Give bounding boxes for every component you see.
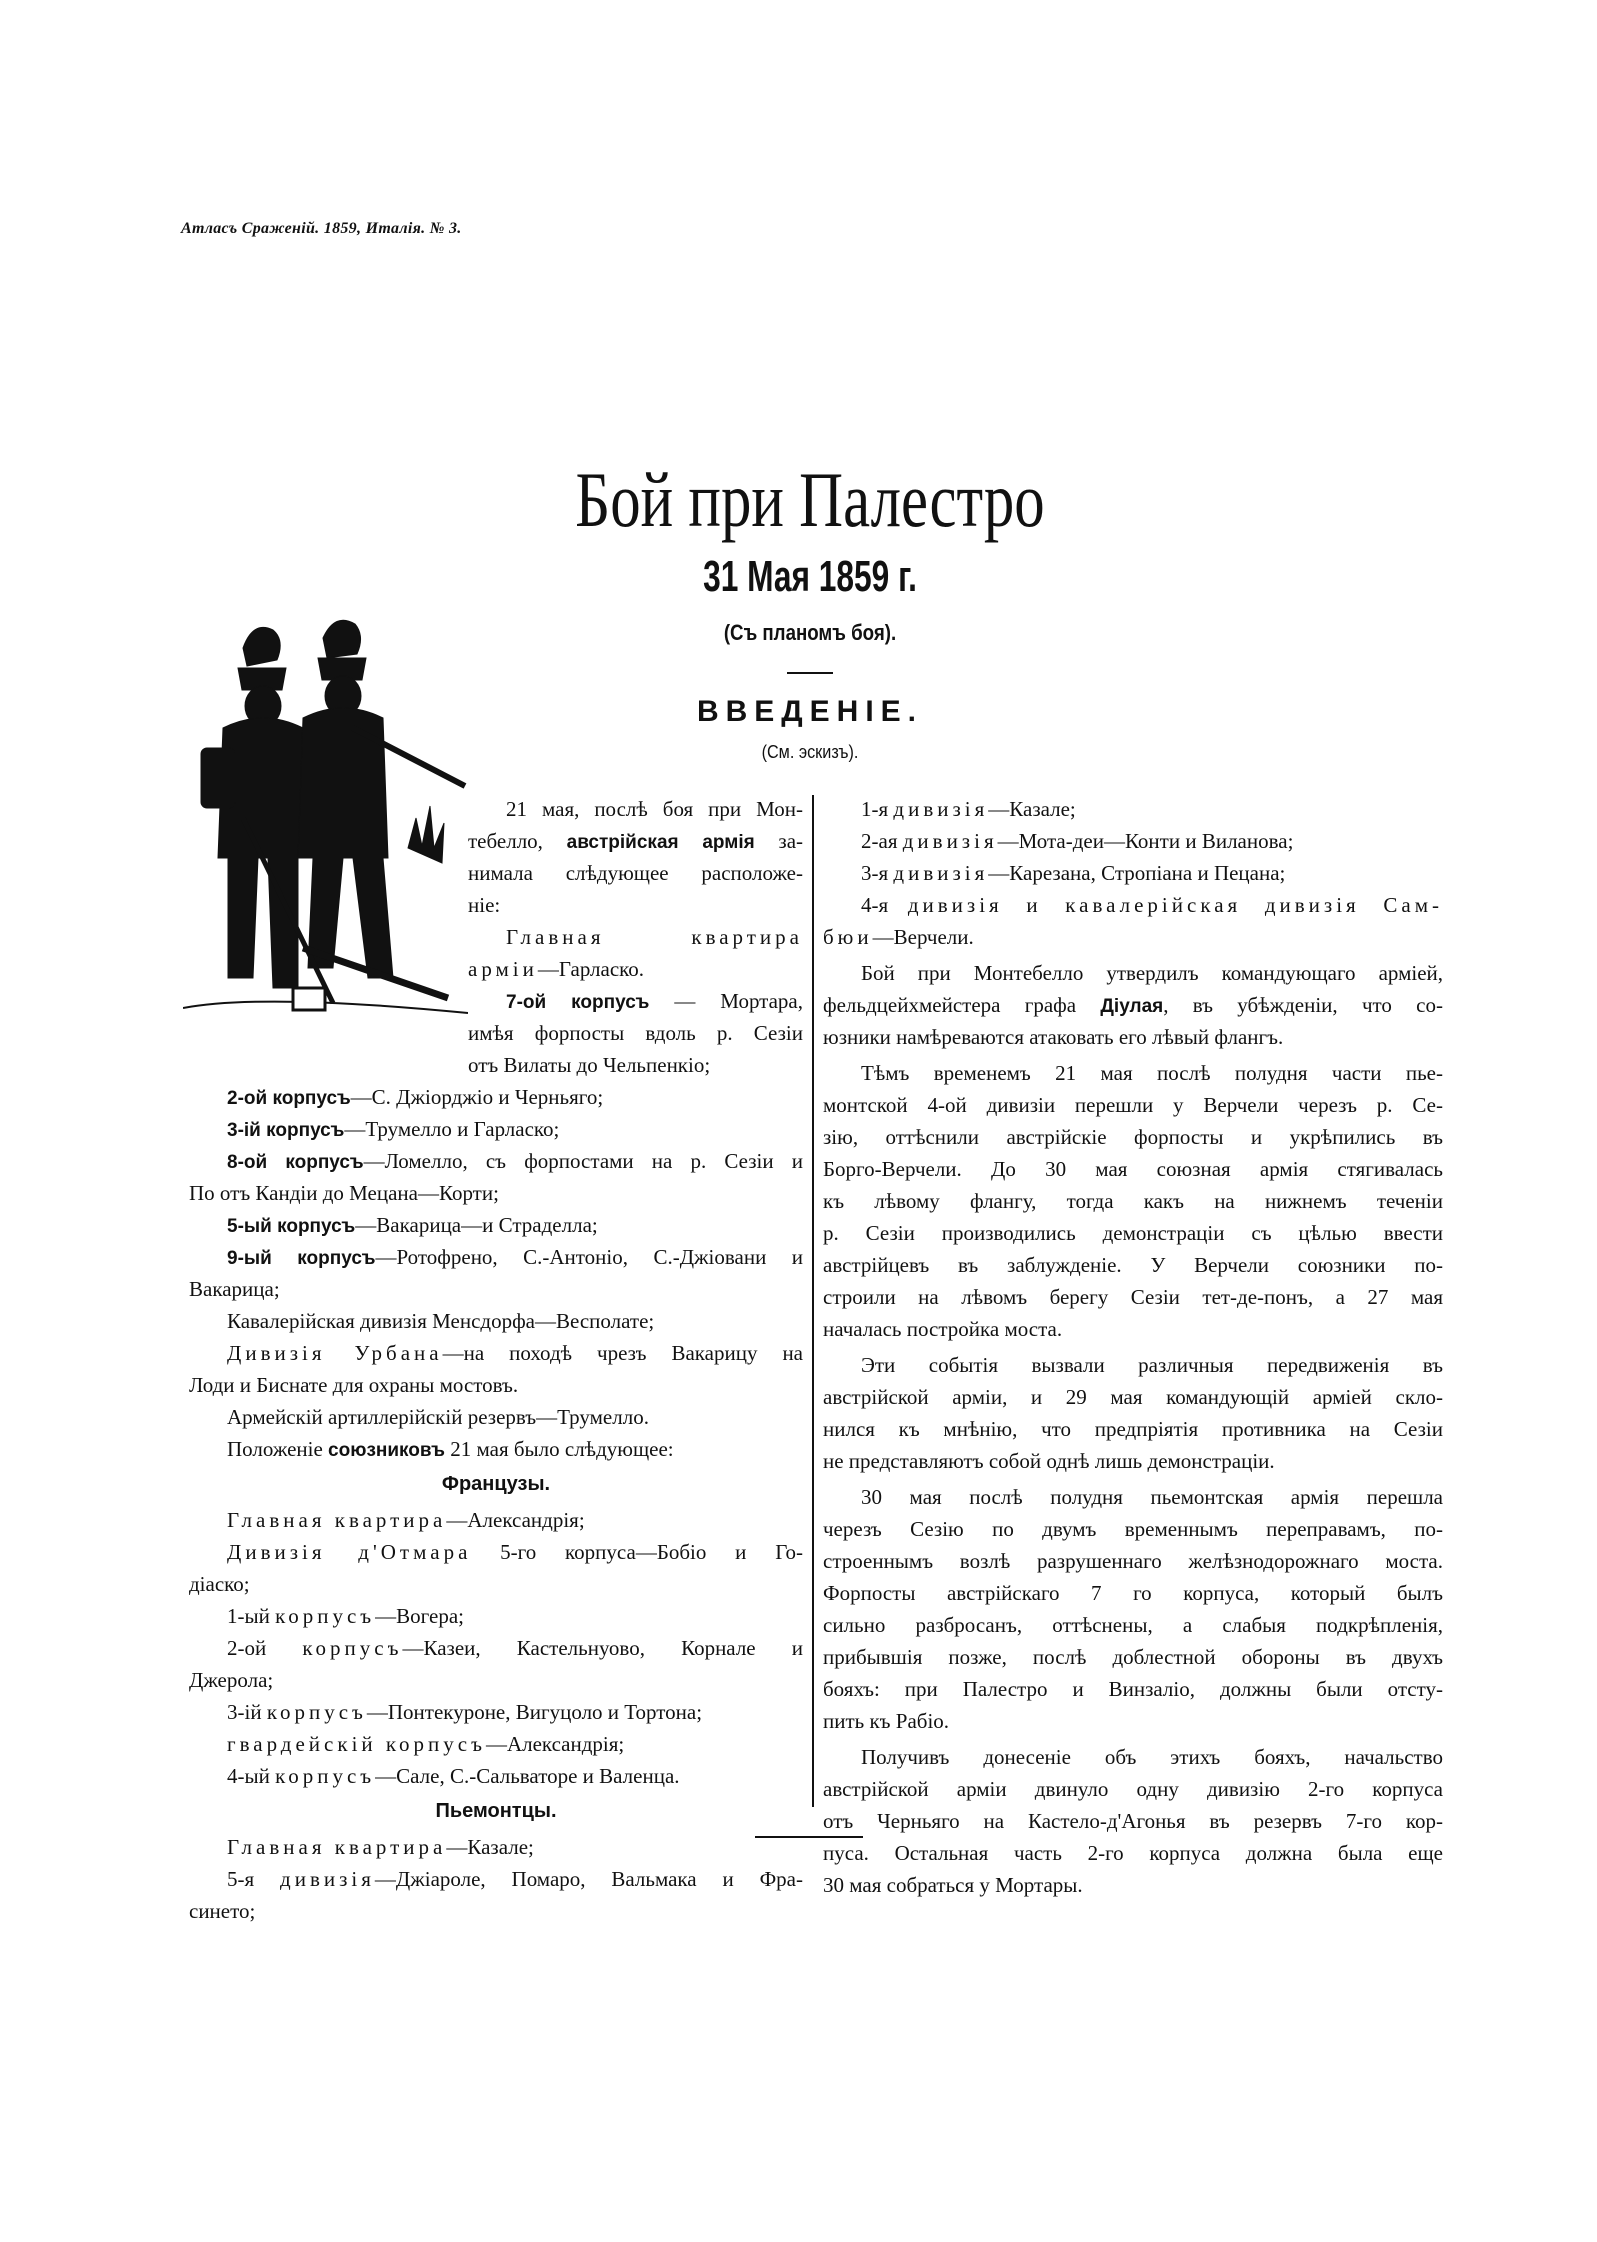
paragraph [189, 1209, 803, 1241]
section-title: ВВЕДЕНІЕ. [696, 695, 924, 728]
text-line: австрійцевъ въ заблужденіе. У Верчели союзники по- [823, 1253, 1443, 1277]
text-line: 8-ой корпусъ—Ломелло, съ форпостами на р. Сезіи и [227, 1149, 804, 1173]
text-line: австрійской арміи, и 29 мая командующій арміей скло- [823, 1385, 1443, 1409]
spaced-term: дивизія [893, 797, 989, 821]
paragraph [823, 1057, 1443, 1345]
text-line: Главная квартира—Казале; [227, 1835, 534, 1859]
bold-term: 2-ой корпусъ [227, 1088, 351, 1109]
text-line: отъ Вилаты до Чельпенкіо; [468, 1053, 711, 1077]
text-line: арміи—Гарласко. [468, 957, 645, 981]
paragraph [189, 1536, 803, 1600]
paragraph [823, 1481, 1443, 1737]
spaced-term: дивизія [280, 1867, 375, 1891]
text-line: Главная квартира—Александрія; [227, 1508, 585, 1532]
text-line: Джерола; [189, 1668, 274, 1692]
text-line: По отъ Кандіи до Мецана—Корти; [189, 1181, 499, 1205]
paragraph [823, 1741, 1443, 1901]
bold-term: 8-ой корпусъ [227, 1152, 364, 1173]
text-line: Эти событія вызвали различныя передвиженія въ [861, 1353, 1443, 1377]
text-line: Кавалерійская дивизія Менсдорфа—Весполате; [227, 1309, 655, 1333]
spaced-term: дивизія [902, 829, 998, 853]
paragraph [189, 1145, 803, 1209]
text-line: черезъ Сезію по двумъ временнымъ переправамъ, по- [823, 1517, 1443, 1541]
bold-term: 3-ій корпусъ [227, 1120, 345, 1141]
paragraph [189, 1433, 803, 1465]
text-line: пуса. Остальная часть 2-го корпуса должна была еще [823, 1841, 1443, 1865]
text-line: Лоди и Биснате для охраны мостовъ. [189, 1373, 519, 1397]
paragraph [189, 1401, 803, 1433]
spaced-term: дивизія [893, 861, 989, 885]
text-line [468, 921, 803, 953]
text-line: нимала слѣдующее расположе- [468, 861, 803, 885]
end-rule [755, 1836, 863, 1838]
battle-date: 31 Мая 1859 г. [703, 552, 917, 601]
text-line: Армейскій артиллерійскій резервъ—Трумелло. [227, 1405, 649, 1429]
text-line: Получивъ донесеніе объ этихъ бояхъ, начальство [861, 1745, 1443, 1769]
text-line: Бой при Монтебелло утвердилъ командующаго арміей, [861, 961, 1443, 985]
text-line: 9-ый корпусъ—Ротофрено, С.-Антоніо, С.-Джіовани и [227, 1245, 803, 1269]
plan-note: (Съ планомъ боя). [723, 620, 897, 645]
bold-term: 9-ый корпусъ [227, 1248, 376, 1269]
spaced-term: дивизія и кавалерійская дивизія Сам- [907, 893, 1443, 917]
text-line: Форпосты австрійскаго 7 го корпуса, который былъ [823, 1581, 1443, 1605]
paragraph [823, 889, 1443, 953]
text-line: гвардейскій корпусъ—Александрія; [227, 1732, 625, 1756]
text-line: отъ Черньяго на Кастело-д'Агонья въ резервъ 7-го кор- [823, 1809, 1443, 1833]
paragraph [189, 1600, 803, 1632]
right-column [823, 793, 1443, 1901]
text-line: 4-я дивизія и кавалерійская дивизія Сам- [861, 893, 1443, 917]
bold-term: союзниковъ [328, 1440, 445, 1461]
text-line: 21 мая, послѣ боя при Мон- [506, 797, 803, 821]
paragraph [823, 793, 1443, 825]
paragraph [189, 1504, 803, 1536]
text-line: 1-ый корпусъ—Вогера; [227, 1604, 464, 1628]
text-line: строили на лѣвомъ берегу Сезіи тет-де-понъ, а 27 мая [823, 1285, 1443, 1309]
text-line: 2-ой корпусъ—Казеи, Кастельнуово, Корнале и [227, 1636, 804, 1660]
spaced-term: Дивизія д'Отмара [227, 1540, 472, 1564]
text-line: 30 мая послѣ полудня пьемонтская армія перешла [861, 1485, 1443, 1509]
paragraph [189, 1728, 803, 1760]
text-line: сильно разбросанъ, оттѣснены, а слабыя подкрѣпленія, [823, 1613, 1443, 1637]
text-line: 3-ій корпусъ—Понтекуроне, Вигуцоло и Тортона; [227, 1700, 703, 1724]
text-line: бояхъ: при Палестро и Винзаліо, должны были отсту- [823, 1677, 1443, 1701]
text-line: синето; [189, 1899, 256, 1923]
text-line: фельдцейхмейстера графа Діулая, въ убѣжденіи, что со- [823, 993, 1443, 1017]
text-line: 5-ый корпусъ—Вакарица—и Страделла; [227, 1213, 598, 1237]
bold-term: австрійская армія [566, 832, 755, 853]
text-line: къ лѣвому флангу, тогда какъ на нижнемъ теченіи [823, 1189, 1443, 1213]
subheading: Пьемонтцы. [435, 1800, 557, 1822]
text-line: пить къ Рабіо. [823, 1709, 950, 1733]
running-head: Атласъ Сраженій. 1859, Италія. № 3. [181, 220, 462, 237]
text-line: бюи—Верчели. [823, 925, 974, 949]
text-line: началась постройка моста. [823, 1317, 1063, 1341]
text-line: Борго-Верчели. До 30 мая союзная армія стягивалась [823, 1157, 1443, 1181]
text-line: Дивизія д'Отмара 5-го корпуса—Бобіо и Го- [227, 1540, 803, 1564]
text-line: 30 мая собраться у Мортары. [823, 1873, 1083, 1897]
text-line: 3-ій корпусъ—Трумелло и Гарласко; [227, 1117, 560, 1141]
spaced-term: Главная квартира [227, 1508, 447, 1532]
spaced-term: гвардейскій корпусъ [227, 1732, 486, 1756]
text-line: зію, оттѣснили австрійскіе форпосты и укрѣпились въ [823, 1125, 1443, 1149]
paragraph [189, 985, 803, 1081]
paragraph [189, 1760, 803, 1792]
spaced-term: арміи [468, 957, 538, 981]
paragraph [189, 1305, 803, 1337]
text-line: юзники намѣреваются атаковать его лѣвый флангъ. [823, 1025, 1284, 1049]
spaced-term: корпусъ [302, 1636, 403, 1660]
text-line: имѣя форпосты вдоль р. Сезіи [468, 1021, 803, 1045]
text-line: 2-ая дивизія—Мота-деи—Конти и Виланова; [861, 829, 1294, 853]
bold-term: 5-ый корпусъ [227, 1216, 356, 1237]
text-line: тебелло, австрійская армія за- [468, 829, 804, 853]
page-title: Бой при Палестро [575, 456, 1045, 543]
paragraph [823, 857, 1443, 889]
text-line: 3-я дивизія—Карезана, Стропіана и Пецана; [861, 861, 1286, 885]
text-line: ніе: [468, 893, 501, 917]
paragraph [189, 1831, 803, 1863]
paragraph [189, 921, 803, 985]
text-line: 1-я дивизія—Казале; [861, 797, 1076, 821]
paragraph [189, 1696, 803, 1728]
text-line: нился къ мнѣнію, что предпріятія противника на Сезіи [823, 1417, 1443, 1441]
text-line: Положеніе союзниковъ 21 мая было слѣдующее: [227, 1437, 674, 1461]
bold-term: Діулая [1100, 996, 1164, 1017]
text-line: 2-ой корпусъ—С. Джіорджіо и Черньяго; [227, 1085, 604, 1109]
paragraph [189, 1081, 803, 1113]
bold-term: 7-ой корпусъ [506, 992, 650, 1013]
text-line: 4-ый корпусъ—Сале, С.-Сальваторе и Валенца. [227, 1764, 680, 1788]
text-line: Вакарица; [189, 1277, 280, 1301]
text-line: прибывшія позже, послѣ доблестной обороны въ двухъ [823, 1645, 1443, 1669]
title-rule [787, 672, 833, 674]
text-line: не представляютъ собой однѣ лишь демонстраціи. [823, 1449, 1275, 1473]
paragraph [189, 793, 803, 921]
spaced-term: Главная квартира [506, 925, 803, 949]
paragraph [189, 1863, 803, 1927]
text-line: Тѣмъ временемъ 21 мая послѣ полудня части пье- [861, 1061, 1443, 1085]
column-divider [812, 795, 814, 1807]
paragraph [189, 1632, 803, 1696]
paragraph [823, 1349, 1443, 1477]
paragraph [823, 825, 1443, 857]
subheading: Французы. [441, 1473, 551, 1495]
text-line: р. Сезіи производились демонстраціи съ цѣлью ввести [823, 1221, 1443, 1245]
spaced-term: бюи [823, 925, 873, 949]
spaced-term: корпусъ [266, 1700, 367, 1724]
see-sketch-note: (См. эскизъ). [761, 742, 859, 762]
spaced-term: Главная квартира [227, 1835, 447, 1859]
text-line: діаско; [189, 1572, 250, 1596]
text-line: строеннымъ возлѣ разрушеннаго желѣзнодорожнаго моста. [823, 1549, 1443, 1573]
spaced-term: корпусъ [275, 1604, 376, 1628]
text-line: монтской 4-ой дивизіи перешли у Верчели черезъ р. Се- [823, 1093, 1443, 1117]
paragraph [189, 1337, 803, 1401]
paragraph [823, 957, 1443, 1053]
paragraph [189, 1241, 803, 1305]
text-line: 7-ой корпусъ — Мортара, [506, 989, 804, 1013]
paragraph [189, 1113, 803, 1145]
spaced-term: Дивизія Урбана [227, 1341, 443, 1365]
text-line: австрійской арміи двинуло одну дивизію 2-го корпуса [823, 1777, 1443, 1801]
spaced-term: корпусъ [275, 1764, 376, 1788]
text-line: Дивизія Урбана—на походѣ чрезъ Вакарицу на [227, 1341, 804, 1365]
left-column [189, 793, 803, 1927]
text-line: 5-я дивизія—Джіароле, Помаро, Вальмака и Фра- [227, 1867, 803, 1891]
